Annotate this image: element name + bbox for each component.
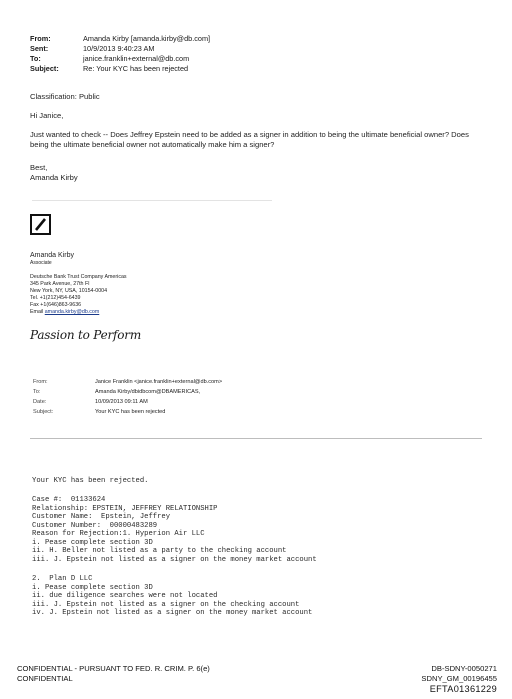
fwd-to-row [33, 389, 200, 396]
kyc-line: iv. J. Epstein not listed as a signer on the money market account [32, 609, 313, 617]
signature-title: Associate [30, 260, 52, 266]
signature-line: Fax +1(646)863-9636 [30, 302, 82, 308]
signature-line: Deutsche Bank Trust Company Americas [30, 274, 127, 280]
fwd-to-label: To: [33, 389, 41, 395]
sent-label: Sent: [30, 44, 49, 53]
to-value: janice.franklin+external@db.com [83, 54, 190, 63]
message-body: Just wanted to check -- Does Jeffrey Epstein need to be added as a signer in addition to being the ultimate beneficial owner? Does being the ultimate beneficial owner not automatically make him a signer? [30, 130, 469, 149]
kyc-line: Reason for Rejection:1. Hyperion Air LLC [32, 530, 205, 538]
kyc-line: ii. due diligence searches were not located [32, 592, 218, 600]
header-from-row [30, 34, 210, 43]
subject-label: Subject: [30, 64, 59, 73]
signature-divider [32, 200, 272, 201]
fwd-date-label: Date: [33, 399, 47, 405]
kyc-line: iii. J. Epstein not listed as a signer on the checking account [32, 600, 300, 609]
signature-line: Tel. +1(212)454-6439 [30, 295, 81, 301]
kyc-line: i. Pease complete section 3D [32, 583, 153, 592]
forward-divider [30, 438, 482, 439]
greeting: Hi Janice, [30, 111, 64, 120]
signature-email-link[interactable]: amanda.kirby@db.com [44, 309, 100, 315]
sent-value: 10/9/2013 9:40:23 AM [83, 44, 155, 53]
footer-bates-1: DB-SDNY-0050271 [431, 664, 497, 673]
signature-email-prefix: Email [30, 309, 45, 315]
footer-bates-2: SDNY_GM_00196455 [421, 674, 497, 683]
signature-line: 345 Park Avenue, 27th Fl [30, 281, 90, 287]
fwd-to-value: Amanda Kirby/dbidbcom@DBAMERICAS, [95, 389, 201, 395]
signature-email-line [30, 309, 99, 316]
closing: Best, [30, 163, 48, 172]
fwd-from-row [33, 379, 222, 386]
kyc-line: 2. Plan D LLC [32, 575, 93, 583]
kyc-line: ii. H. Beller not listed as a party to the checking account [32, 547, 287, 555]
fwd-from-label: From: [33, 379, 48, 385]
kyc-line: Customer Number: 00000483289 [32, 521, 158, 530]
kyc-line: Customer Name: Epstein, Jeffrey [32, 513, 171, 521]
from-value: Amanda Kirby [amanda.kirby@db.com] [83, 34, 211, 43]
subject-value: Re: Your KYC has been rejected [83, 64, 189, 73]
fwd-subject-value: Your KYC has been rejected [95, 409, 166, 415]
kyc-line: i. Pease complete section 3D [32, 538, 153, 547]
from-label: From: [30, 34, 51, 43]
header-sent-row [30, 44, 154, 53]
signature-line: New York, NY, USA, 10154-0004 [30, 288, 108, 294]
header-subject-row [30, 64, 188, 73]
deutsche-bank-logo [30, 214, 51, 235]
footer-efta-id: EFTA01361229 [429, 684, 497, 694]
fwd-subject-row [33, 409, 165, 416]
kyc-headline: Your KYC has been rejected. [32, 477, 149, 485]
kyc-line: Case #: 01133624 [32, 496, 106, 504]
kyc-line: Relationship: EPSTEIN, JEFFREY RELATIONSHIP [32, 504, 218, 513]
fwd-date-row [33, 399, 148, 406]
header-to-row [30, 54, 189, 63]
footer-confidential-line2: CONFIDENTIAL [17, 674, 73, 683]
signature-name: Amanda Kirby [30, 252, 74, 259]
to-label: To: [30, 54, 41, 63]
footer-confidential-line1: CONFIDENTIAL - PURSUANT TO FED. R. CRIM. P. 6(e) [17, 664, 210, 673]
slogan: Passion to Perform [30, 328, 142, 342]
fwd-date-value: 10/09/2013 09:11 AM [95, 399, 148, 405]
classification: Classification: Public [30, 92, 100, 101]
kyc-line: iii. J. Epstein not listed as a signer on the money market account [32, 555, 317, 564]
fwd-from-value: Janice Franklin <janice.franklin+external@db.com> [95, 379, 223, 385]
closing-name: Amanda Kirby [30, 173, 78, 182]
fwd-subject-label: Subject: [33, 409, 54, 415]
